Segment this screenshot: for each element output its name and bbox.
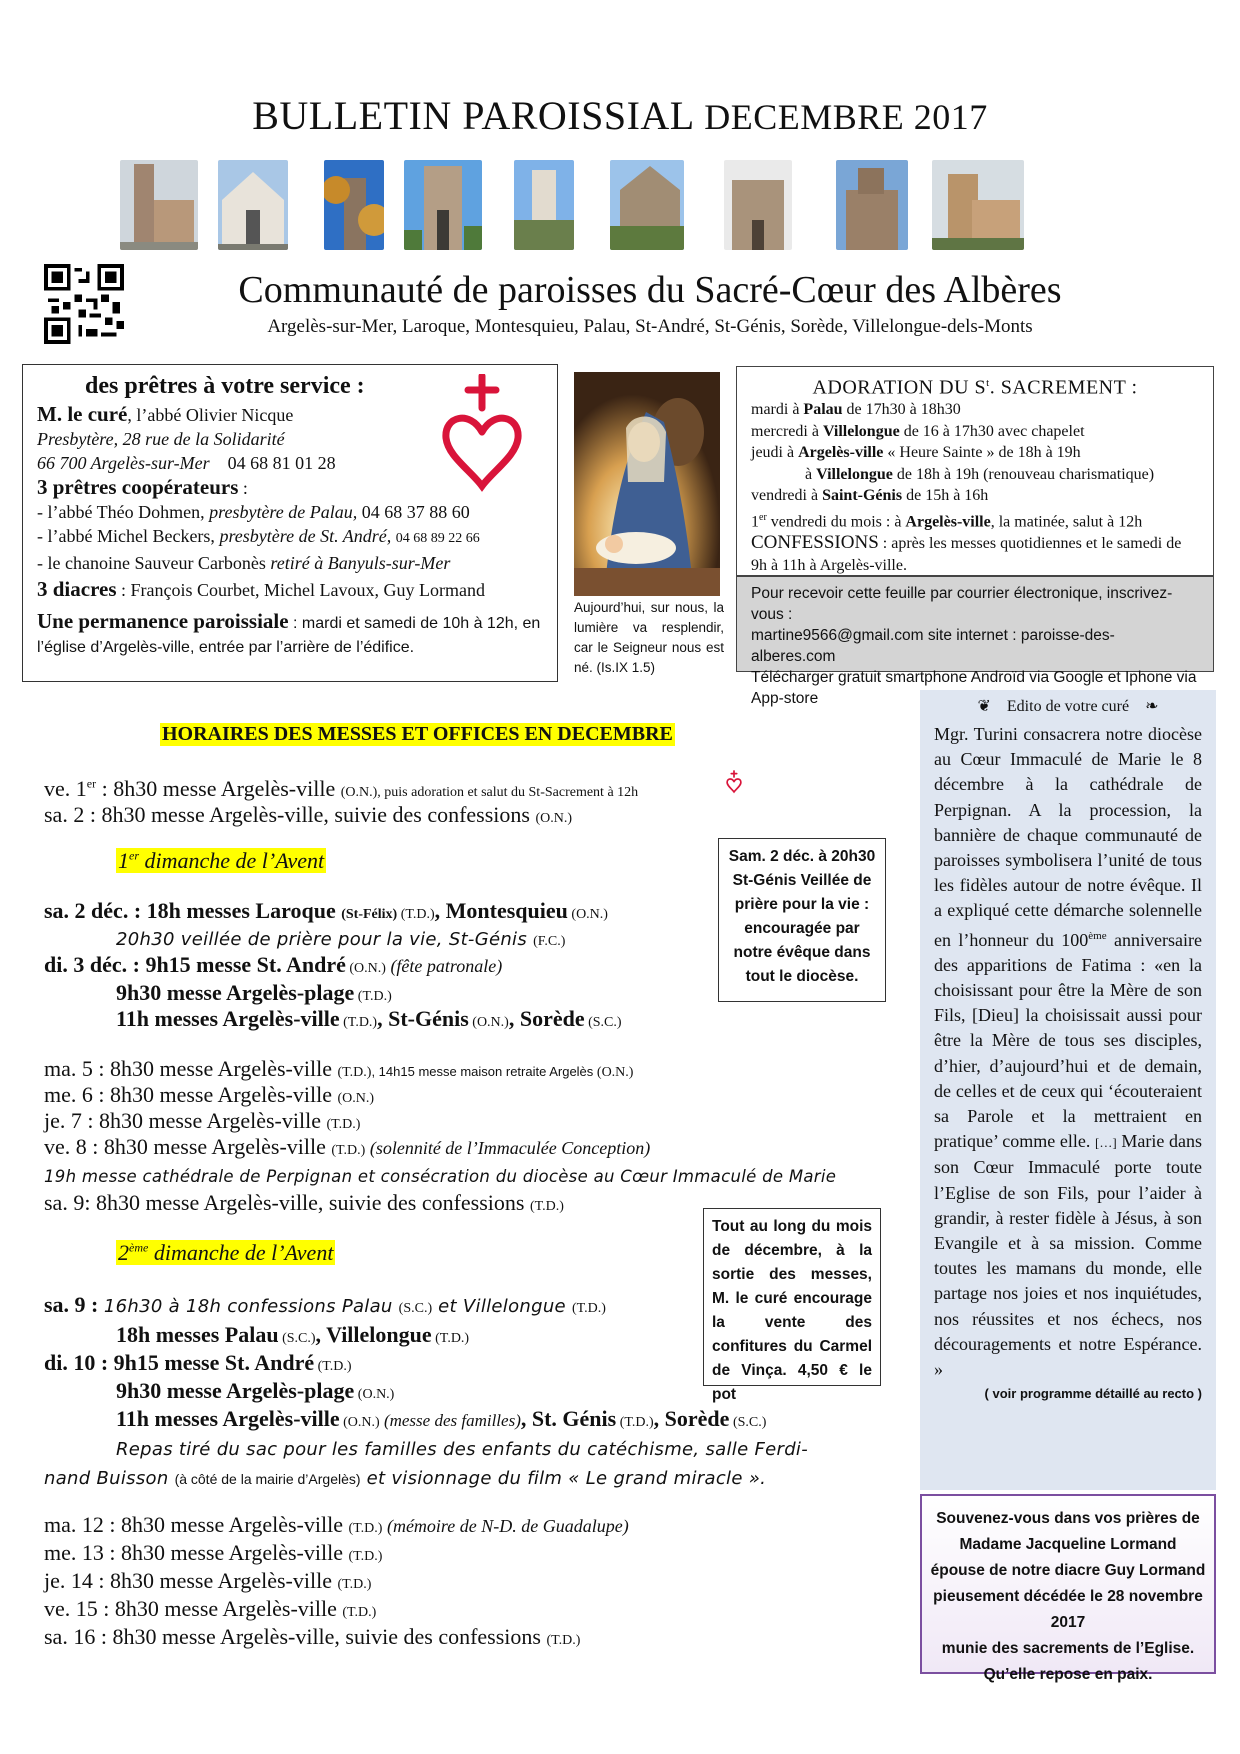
schedule-row: ve. 1er : 8h30 messe Argelès-ville (O.N.), puis adoration et salut du St-Sacrement à 12h [44, 776, 639, 801]
edito-box [920, 690, 1216, 1490]
deacons-label: 3 diacres [37, 577, 117, 601]
nativity-image [574, 372, 720, 596]
adoration-line: mercredi à Villelongue de 16 à 17h30 avec chapelet [751, 422, 1085, 440]
church-photo [218, 160, 288, 250]
permanence-text: : mardi et samedi de 10h à 12h, en l’église d’Argelès-ville, entrée par l’arrière de l’édifice. [37, 615, 541, 656]
adoration-line: jeudi à Argelès-ville « Heure Sainte » de 18h à 19h [751, 444, 1081, 462]
advent-heading: 2ème dimanche de l’Avent [118, 1240, 334, 1265]
subscription-text: Pour recevoir cette feuille par courrier électronique, inscrivez-vous : [751, 585, 1173, 623]
schedule-row: di. 10 : 9h15 messe St. André (T.D.) [44, 1350, 352, 1375]
contact-links[interactable]: martine9566@gmail.com site internet : paroisse-des-alberes.com [751, 627, 1115, 665]
memorial-line: Madame Jacqueline Lormand [959, 1536, 1177, 1553]
fleuron-right-icon: ❧ [1145, 698, 1159, 715]
coop2-name: - l’abbé Michel Beckers, [37, 526, 220, 546]
schedule-row: 9h30 messe Argelès-plage (O.N.) [116, 1378, 395, 1403]
coop2-phone: 04 68 89 22 66 [395, 531, 480, 546]
memorial-line: Souvenez-vous dans vos prières de [936, 1510, 1200, 1527]
cure-name: , l’abbé Olivier Nicque [127, 405, 294, 425]
schedule-row: 20h30 veillée de prière pour la vie, St-Génis (F.C.) [116, 929, 566, 950]
coop-colon: : [238, 478, 248, 498]
schedule-row: me. 6 : 8h30 messe Argelès-ville (O.N.) [44, 1082, 375, 1107]
schedule-row: 19h messe cathédrale de Perpignan et consécration du diocèse au Cœur Immaculé de Marie [44, 1167, 837, 1186]
coop-label: 3 prêtres coopérateurs [37, 475, 239, 499]
edito-footer: ( voir programme détaillé au recto ) [984, 1386, 1202, 1402]
church-photo-strip [120, 160, 1150, 250]
adoration-heading: ADORATION DU $S^t$. SACREMENT : [812, 376, 1138, 399]
schedule-row: Repas tiré du sac pour les familles des enfants du catéchisme, salle Ferdi- [116, 1439, 809, 1460]
cure-address: Presbytère, 28 rue de la Solidarité [37, 429, 285, 449]
adoration-box [736, 366, 1214, 576]
memorial-line: Qu’elle repose en paix. [983, 1666, 1153, 1683]
sacred-heart-icon [440, 374, 524, 494]
coop3-place: retiré à Banyuls-sur-Mer [270, 553, 451, 573]
schedule-row: ma. 12 : 8h30 messe Argelès-ville (T.D.) (mémoire de N-D. de Guadalupe) [44, 1512, 629, 1537]
schedule-row: 11h messes Argelès-ville (O.N.) (messe des familles), St. Génis (T.D.), Sorède (S.C.) [116, 1406, 767, 1431]
coop1-phone: 04 68 37 88 60 [361, 502, 470, 522]
adoration-line: mardi à Palau de 17h30 à 18h30 [751, 401, 961, 419]
memorial-line: pieusement décédée le 28 novembre 2017 [933, 1588, 1203, 1631]
edito-text: Mgr. Turini consacrera notre diocèse au Cœur Immaculé de Marie le 8 décembre à la cathédrale de Perpignan. A la procession, la bannière de chaque communauté de paroisses symbolisera l’unité de tous les fidèles autour de notre évêque. Il a expliqué cette démarche solennelle en l’honneur du 100ème anniversaire des apparitions de Fatima : «en la choisissant pour être la Mère de son Fils, [Dieu] la choisissait aussi pour être la Mère de tous ses disciples, d’hier, d’aujourd’hui et de demain, de celles et de ceux qui ‘écouteraient sa Parole et la mettraient en pratique’ comme elle. […] Marie dans son Cœur Immaculé porte toute l’Eglise de son Fils, pour l’aider à grandir, à rester fidèle à Jésus, à son Evangile et à sa mission. Comme toutes les mamans du monde, elle partage nos joies et nos inquiétudes, nos réussites et nos échecs, nos découragements et notre Espérance. » [934, 724, 1202, 1380]
schedule-row: sa. 9 : 16h30 à 18h confessions Palau (S.C.) et Villelongue (T.D.) [44, 1292, 606, 1317]
nativity-caption: Aujourd’hui, sur nous, la lumière va resplendir, car le Seigneur nous est né. (Is.IX 1.5) [574, 600, 724, 675]
sacred-heart-icon [726, 768, 742, 796]
memorial-line: munie des sacrements de l’Eglise. [941, 1640, 1195, 1657]
schedule-row: ve. 8 : 8h30 messe Argelès-ville (T.D.) (solennité de l’Immaculée Conception) [44, 1134, 651, 1159]
schedule-row: sa. 2 : 8h30 messe Argelès-ville, suivie des confessions (O.N.) [44, 802, 573, 827]
adoration-line: vendredi à Saint-Génis de 15h à 16h [751, 487, 989, 505]
schedule-row: 9h30 messe Argelès-plage (T.D.) [116, 980, 392, 1005]
church-photo [836, 160, 908, 250]
schedule-row: me. 13 : 8h30 messe Argelès-ville (T.D.) [44, 1540, 383, 1565]
coop2-place: presbytère de St. André, [219, 526, 396, 546]
church-photo [404, 160, 482, 250]
memorial-line: épouse de notre diacre Guy Lormand [930, 1562, 1206, 1579]
memorial-box [920, 1494, 1216, 1683]
schedule-heading: HORAIRES DES MESSES ET OFFICES EN DECEMBRE [162, 723, 673, 745]
schedule-row: 18h messes Palau (S.C.), Villelongue (T.D.) [116, 1322, 470, 1347]
adoration-line: à Villelongue de 18h à 19h (renouveau charismatique) [805, 465, 1155, 483]
church-photo [514, 160, 574, 250]
coop1-place: presbytère de Palau, [209, 502, 362, 522]
schedule-row: ma. 5 : 8h30 messe Argelès-ville (T.D.), 14h15 messe maison retraite Argelès (O.N.) [44, 1056, 634, 1081]
cure-city: 66 700 Argelès-sur-Mer [37, 453, 210, 473]
edito-heading: ❦ Edito de votre curé ❧ [977, 698, 1159, 715]
schedule-row: sa. 9: 8h30 messe Argelès-ville, suivie des confessions (T.D.) [44, 1190, 564, 1215]
schedule-row: nand Buisson (à côté de la mairie d’Argelès) et visionnage du film « Le grand miracle ». [44, 1468, 767, 1489]
community-name: Communauté de paroisses du Sacré-Cœur des Albères [238, 269, 1062, 311]
church-photo [724, 160, 792, 250]
cure-label: M. le curé [37, 402, 128, 426]
schedule-row: di. 3 déc. : 9h15 messe St. André (O.N.) (fête patronale) [44, 952, 503, 977]
cure-phone: 04 68 81 01 28 [227, 453, 336, 473]
church-photo [932, 160, 1024, 250]
schedule-row: sa. 2 déc. : 18h messes Laroque (St-Félix) (T.D.), Montesquieu (O.N.) [44, 898, 608, 923]
church-photo [610, 160, 684, 250]
coop1-name: - l’abbé Théo Dohmen, [37, 502, 210, 522]
deacons-names: : François Courbet, Michel Lavoux, Guy Lormand [116, 580, 485, 600]
schedule-row: je. 14 : 8h30 messe Argelès-ville (T.D.) [44, 1568, 372, 1593]
qr-code [44, 264, 124, 344]
priests-heading: des prêtres à votre service : [85, 373, 365, 399]
adoration-line: 1er vendredi du mois : à Argelès-ville, la matinée, salut à 12h [751, 511, 1143, 530]
schedule-row: je. 7 : 8h30 messe Argelès-ville (T.D.) [44, 1108, 361, 1133]
permanence-label: Une permanence paroissiale [37, 609, 289, 633]
coop3-name: - le chanoine Sauveur Carbonès [37, 553, 271, 573]
jam-sale-note: Tout au long du mois de décembre, à la sortie des messes, M. le curé encourage la vente des confitures du Carmel de Vinça. 4,50 € le pot [703, 1208, 881, 1386]
title-date: DECEMBRE 2017 [704, 97, 988, 137]
church-photo [120, 160, 198, 250]
schedule-row: ve. 15 : 8h30 messe Argelès-ville (T.D.) [44, 1596, 377, 1621]
confessions: CONFESSIONS : après les messes quotidiennes et le samedi de 9h à 11h à Argelès-ville. [751, 532, 1182, 574]
parish-list: Argelès-sur-Mer, Laroque, Montesquieu, Palau, St-André, St-Génis, Sorède, Villelongue-dels-Monts [267, 316, 1033, 337]
app-download-text: Télécharger gratuit smartphone Androïd via Google et Iphone via App-store [751, 669, 1197, 707]
church-photo [324, 160, 384, 250]
bulletin-title [0, 92, 1240, 139]
schedule-row: sa. 16 : 8h30 messe Argelès-ville, suivie des confessions (T.D.) [44, 1624, 581, 1649]
schedule-row: 11h messes Argelès-ville (T.D.), St-Génis (O.N.), Sorède (S.C.) [116, 1006, 622, 1031]
vigil-note: Sam. 2 déc. à 20h30 St-Génis Veillée de prière pour la vie : encouragée par notre évêque dans tout le diocèse. [718, 838, 886, 1002]
fleuron-left-icon: ❦ [977, 698, 991, 715]
title-main: BULLETIN PAROISSIAL [252, 93, 695, 138]
advent-heading: 1er dimanche de l’Avent [118, 848, 325, 873]
